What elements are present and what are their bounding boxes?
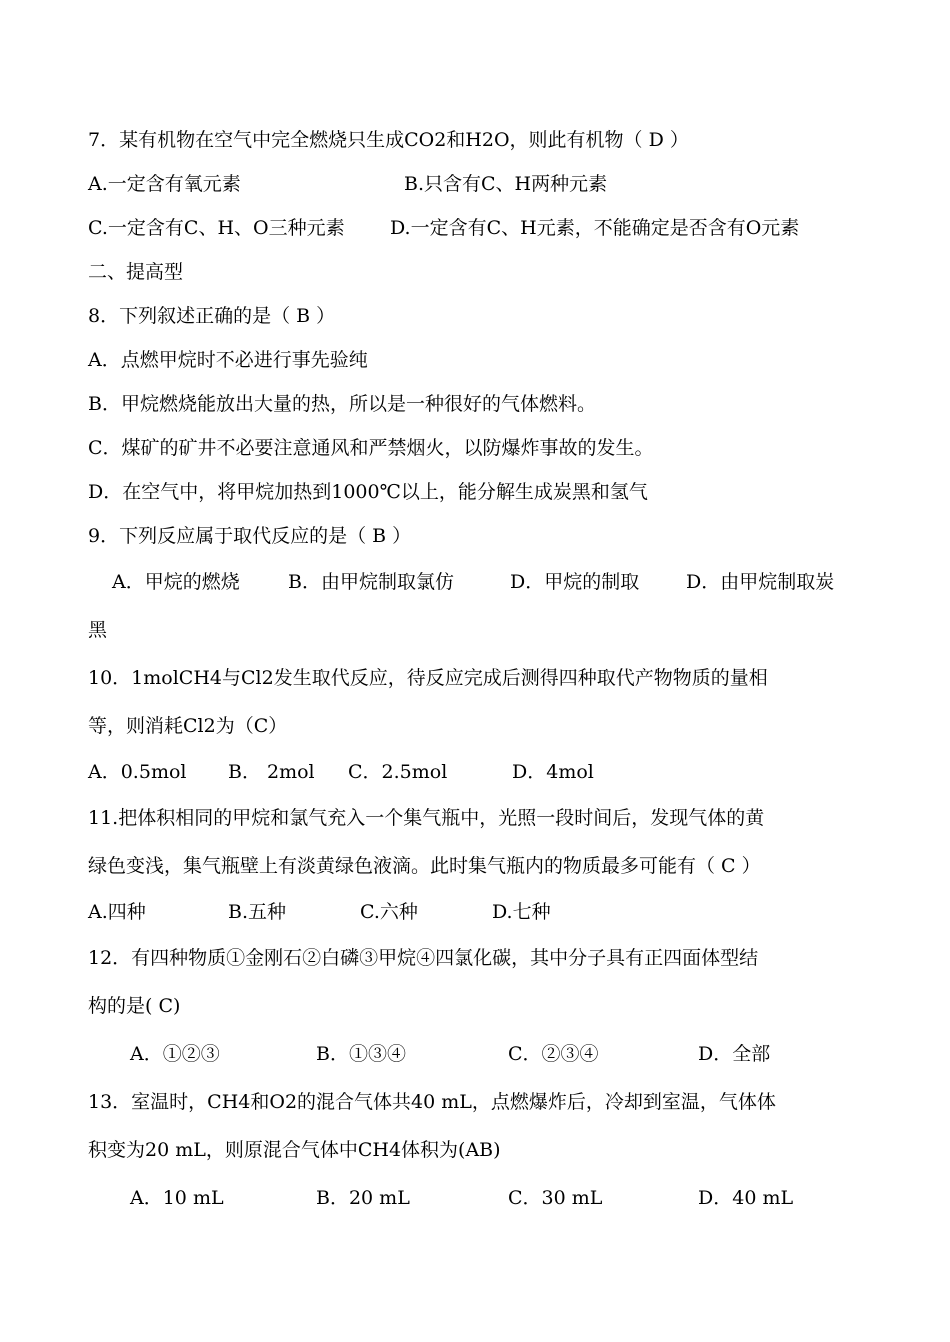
- option-text: D．由甲烷制取炭: [686, 571, 835, 593]
- question-7-options-row-2: [88, 206, 868, 250]
- option-text: D．4mol: [512, 761, 594, 783]
- option-text-continued: 黑: [88, 619, 108, 641]
- question-10-options: [88, 750, 868, 794]
- question-11-options: [88, 890, 868, 934]
- question-8: 8．下列叙述正确的是（ B ）: [88, 305, 336, 327]
- question-7-options-row-1: [88, 162, 868, 206]
- question-12-options: [88, 1030, 868, 1078]
- option-text: A.一定含有氧元素: [88, 173, 241, 195]
- question-9-options: [88, 558, 868, 606]
- option-text: A.四种: [88, 901, 146, 923]
- option-text: B．甲烷燃烧能放出大量的热，所以是一种很好的气体燃料。: [88, 393, 596, 415]
- question-12-continued: 构的是( C): [88, 995, 181, 1017]
- option-text: B.五种: [228, 901, 287, 923]
- question-13: 13．室温时，CH4和O2的混合气体共40 mL，点燃爆炸后，冷却到室温，气体体: [88, 1091, 776, 1113]
- question-13-options: [88, 1174, 868, 1222]
- option-text: D．在空气中，将甲烷加热到1000℃以上，能分解生成炭黑和氢气: [88, 481, 648, 503]
- option-text: D．全部: [698, 1043, 771, 1065]
- option-text: B．①③④: [316, 1043, 406, 1065]
- option-text: A．10 mL: [130, 1187, 224, 1209]
- option-text: C．2.5mol: [348, 761, 448, 783]
- option-text: A．①②③: [130, 1043, 220, 1065]
- option-text: D．40 mL: [698, 1187, 794, 1209]
- option-text: C.一定含有C、H、O三种元素: [88, 217, 345, 239]
- option-text: A．点燃甲烷时不必进行事先验纯: [88, 349, 368, 371]
- question-11: 11.把体积相同的甲烷和氯气充入一个集气瓶中，光照一段时间后，发现气体的黄: [88, 807, 765, 829]
- option-text: D．甲烷的制取: [510, 571, 640, 593]
- option-text: B．由甲烷制取氯仿: [288, 571, 454, 593]
- section-heading: 二、提高型: [88, 261, 184, 283]
- question-13-continued: 积变为20 mL，则原混合气体中CH4体积为(AB): [88, 1139, 501, 1161]
- option-text: D.七种: [492, 901, 551, 923]
- question-12: 12．有四种物质①金刚石②白磷③甲烷④四氯化碳，其中分子具有正四面体型结: [88, 947, 759, 969]
- document-page: [88, 118, 868, 1222]
- question-10: 10．1molCH4与Cl2发生取代反应，待反应完成后测得四种取代产物物质的量相: [88, 667, 768, 689]
- option-text: B． 2mol: [228, 761, 315, 783]
- option-text: B．20 mL: [316, 1187, 410, 1209]
- option-text: A．甲烷的燃烧: [112, 571, 240, 593]
- option-text: B.只含有C、H两种元素: [404, 173, 608, 195]
- option-text: C．②③④: [508, 1043, 599, 1065]
- option-text: D.一定含有C、H元素，不能确定是否含有O元素: [390, 217, 800, 239]
- question-11-continued: 绿色变浅，集气瓶壁上有淡黄绿色液滴。此时集气瓶内的物质最多可能有（ C ）: [88, 855, 761, 877]
- option-text: A．0.5mol: [88, 761, 187, 783]
- question-10-continued: 等，则消耗Cl2为（C）: [88, 715, 288, 737]
- option-text: C.六种: [360, 901, 418, 923]
- option-text: C．30 mL: [508, 1187, 603, 1209]
- question-9: 9．下列反应属于取代反应的是（ B ）: [88, 525, 412, 547]
- option-text: C．煤矿的矿井不必要注意通风和严禁烟火，以防爆炸事故的发生。: [88, 437, 654, 459]
- question-7: 7．某有机物在空气中完全燃烧只生成CO2和H2O，则此有机物（ D ）: [88, 129, 689, 151]
